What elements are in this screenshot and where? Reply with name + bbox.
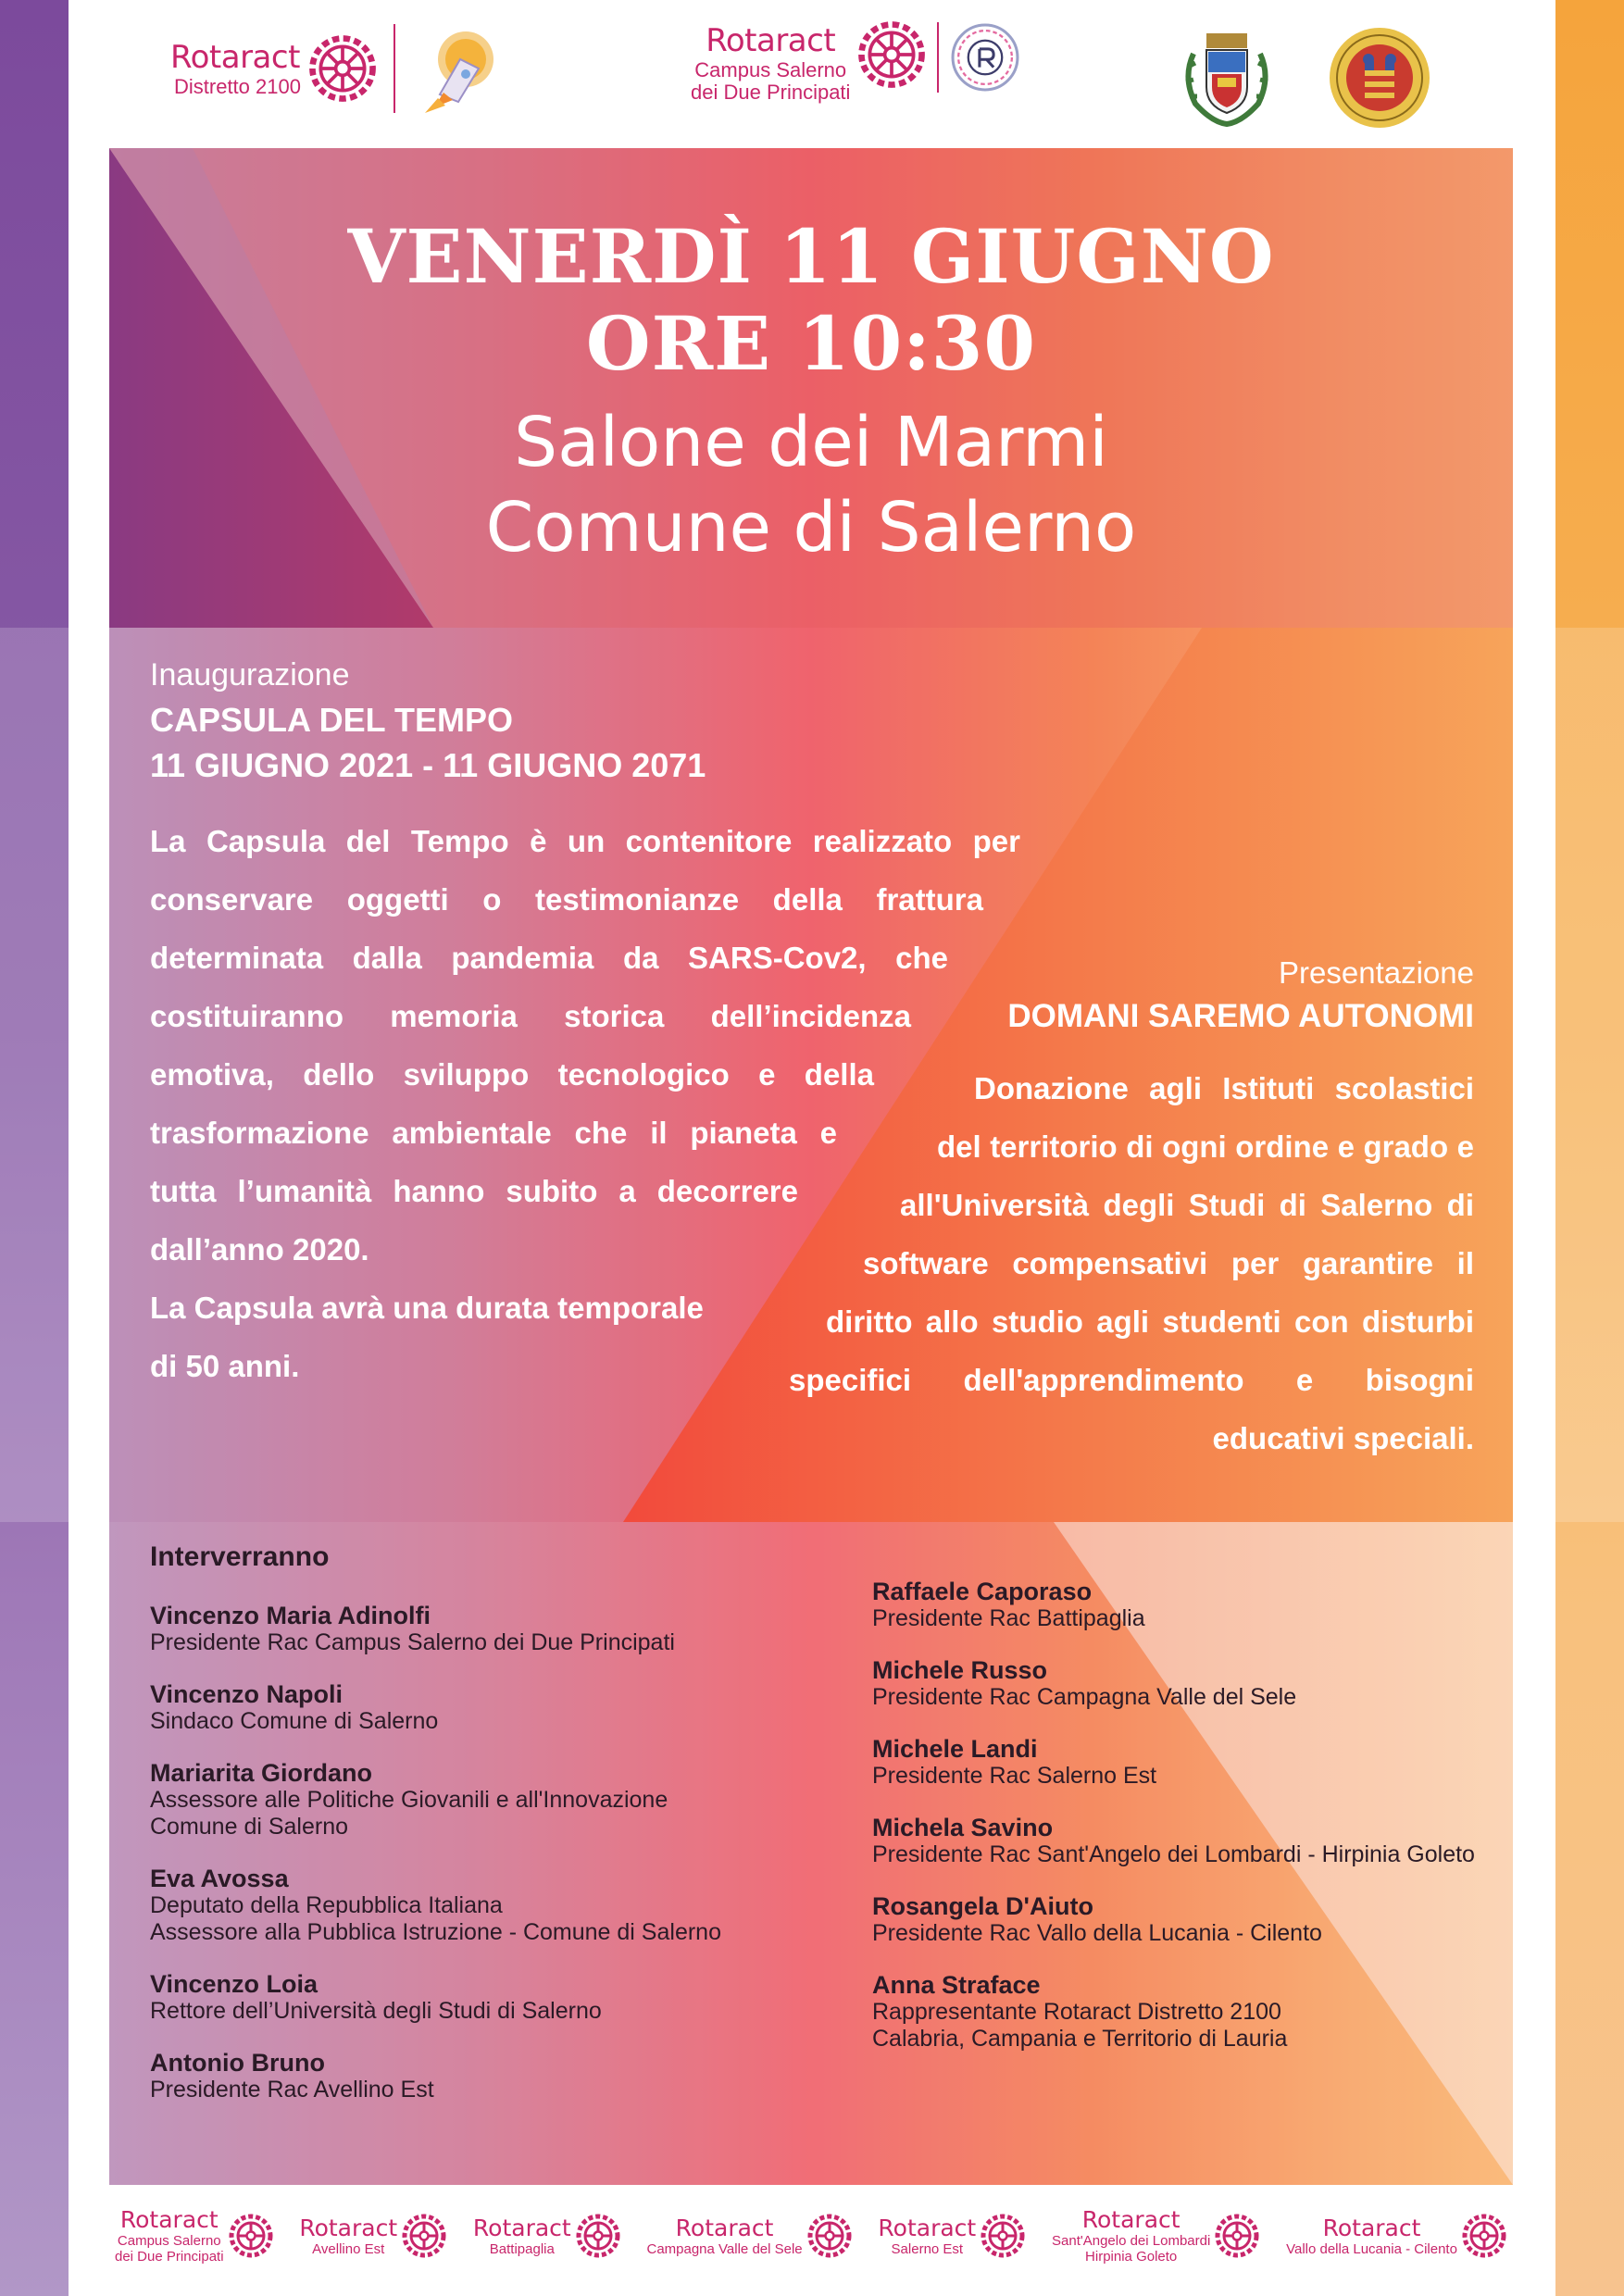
speaker-role: Assessore alla Pubblica Istruzione - Comune di Salerno: [150, 1919, 721, 1945]
footer-club-logos: [109, 2185, 1513, 2287]
logo-divider: [937, 22, 939, 93]
speaker-role: Sindaco Comune di Salerno: [150, 1708, 439, 1734]
logo-sub: Distretto 2100: [174, 74, 301, 98]
event-time: ORE 10:30: [585, 300, 1037, 387]
speaker-role: Presidente Rac Vallo della Lucania - Cilento: [872, 1920, 1322, 1946]
capsule-dates: 11 GIUGNO 2021 - 11 GIUGNO 2071: [150, 746, 706, 784]
speaker-name: Antonio Bruno: [150, 2049, 325, 2077]
club-logo-campus-salerno: [115, 2207, 274, 2265]
speakers-section: [150, 1537, 1483, 2128]
right-strip-band: [1555, 628, 1624, 1522]
capsule-text-line: di 50 anni.: [150, 1349, 300, 1383]
speakers-columns: [150, 1578, 1483, 2128]
speaker-role: Rettore dell’Università degli Studi di Salerno: [150, 1998, 602, 2024]
capsule-text-line: trasformazione ambientale che il pianeta e: [150, 1116, 837, 1150]
capsule-text-line: emotiva, dello sviluppo tecnologico e della: [150, 1057, 874, 1092]
header-logos: [69, 0, 1555, 148]
logo-sub-2: dei Due Principati: [691, 81, 851, 105]
speaker-role: Presidente Rac Campagna Valle del Sele: [872, 1684, 1297, 1710]
rotary-wheel-icon: [1214, 2213, 1260, 2259]
speaker-entry: [872, 1578, 1483, 1632]
speaker-name: Michela Savino: [872, 1814, 1054, 1841]
event-date: VENERDÌ 11 GIUGNO: [347, 213, 1275, 300]
speaker-name: Vincenzo Napoli: [150, 1680, 344, 1708]
left-color-strip: [0, 0, 69, 2296]
speaker-entry: [872, 1735, 1483, 1790]
speaker-role: Deputato della Repubblica Italiana: [150, 1892, 503, 1918]
presentation-section: [733, 952, 1474, 1467]
speaker-name: Mariarita Giordano: [150, 1759, 373, 1787]
speaker-role: Presidente Rac Campus Salerno dei Due Principati: [150, 1629, 675, 1655]
club-logo-word: Rotaract: [472, 2214, 571, 2241]
club-logo-word: Rotaract: [878, 2214, 977, 2241]
speaker-role: Presidente Rac Battipaglia: [872, 1605, 1145, 1631]
speaker-entry: [150, 2049, 872, 2103]
logo-word: Rotaract: [706, 22, 836, 59]
club-logo-word: Rotaract: [1081, 2206, 1181, 2233]
club-logo-sub: Hirpinia Goleto: [1085, 2249, 1178, 2265]
capsule-text-line: costituiranno memoria storica dell’incidenza: [150, 999, 911, 1033]
speakers-heading: Interverranno: [150, 1541, 330, 1572]
club-logo-word: Rotaract: [119, 2206, 219, 2233]
speaker-name: Vincenzo Loia: [150, 1970, 319, 1998]
event-title-block: [109, 213, 1513, 570]
presentation-text-line: del territorio di ogni ordine e grado e: [937, 1129, 1474, 1164]
club-badge-icon: [950, 22, 1020, 93]
rotary-wheel-icon: [308, 34, 377, 103]
speaker-name: Raffaele Caporaso: [872, 1578, 1093, 1605]
rotaract-district-logo: [170, 22, 501, 115]
capsule-text-line: tutta l’umanità hanno subito a decorrere: [150, 1174, 798, 1208]
logo-divider: [394, 24, 395, 113]
club-logo-sub: Campagna Valle del Sele: [646, 2240, 803, 2257]
speaker-entry: [150, 1759, 872, 1841]
club-logo-sub: Vallo della Lucania - Cilento: [1286, 2240, 1457, 2257]
logo-sub-1: Campus Salerno: [694, 58, 847, 81]
presentation-text-line: specifici dell'apprendimento e bisogni: [789, 1363, 1474, 1397]
speaker-entry: [150, 1970, 872, 2025]
presentation-title: DOMANI SAREMO AUTONOMI: [1007, 998, 1474, 1034]
salerno-crest-icon: [1175, 26, 1279, 130]
event-panel: [109, 148, 1513, 2185]
speaker-role: Presidente Rac Sant'Angelo dei Lombardi - Hirpinia Goleto: [872, 1841, 1475, 1867]
rotaract-campus-logo: [691, 22, 1020, 104]
capsule-text-line: dall’anno 2020.: [150, 1232, 369, 1267]
club-logo-sub: Salerno Est: [891, 2240, 964, 2257]
club-logo-vallo-della-lucania: [1286, 2213, 1507, 2259]
left-strip-band: [0, 628, 69, 1522]
speaker-name: Eva Avossa: [150, 1865, 289, 1892]
club-logo-battipaglia: [473, 2213, 621, 2259]
rotary-wheel-icon: [401, 2213, 447, 2259]
club-logo-word: Rotaract: [1322, 2214, 1421, 2241]
presentation-label: Presentazione: [1279, 955, 1474, 990]
presentation-text-line: diritto allo studio agli studenti con disturbi: [826, 1304, 1474, 1339]
rotary-wheel-icon: [575, 2213, 621, 2259]
rocket-icon: [412, 22, 501, 115]
rotary-wheel-icon: [806, 2213, 853, 2259]
rotary-wheel-icon: [980, 2213, 1026, 2259]
speaker-entry: [150, 1602, 872, 1656]
club-logo-sub: Avellino Est: [312, 2240, 385, 2257]
speaker-name: Rosangela D'Aiuto: [872, 1892, 1093, 1920]
club-logo-avellino-est: [299, 2213, 447, 2259]
club-logo-word: Rotaract: [299, 2214, 398, 2241]
speakers-left-column: [150, 1602, 872, 2128]
capsule-text-line: La Capsula del Tempo è un contenitore realizzato per: [150, 824, 1020, 858]
presentation-text-line: educativi speciali.: [1212, 1421, 1474, 1455]
event-venue-line-2: Comune di Salerno: [485, 488, 1137, 568]
speaker-role: Comune di Salerno: [150, 1814, 349, 1840]
presentation-text-line: software compensativi per garantire il: [863, 1246, 1474, 1280]
speaker-entry: [872, 1892, 1483, 1947]
speaker-role: Rappresentante Rotaract Distretto 2100: [872, 1999, 1281, 2025]
capsule-text-line: conservare oggetti o testimonianze della frattura: [150, 882, 983, 917]
speaker-entry: [150, 1865, 872, 1946]
university-seal-icon: [1328, 26, 1431, 130]
speaker-entry: [872, 1971, 1483, 2053]
speaker-entry: [872, 1814, 1483, 1868]
club-logo-sub: Campus Salerno: [117, 2233, 221, 2249]
speaker-role: Presidente Rac Salerno Est: [872, 1763, 1157, 1789]
club-logo-sub: dei Due Principati: [115, 2249, 224, 2265]
capsule-text-line: La Capsula avrà una durata temporale: [150, 1291, 704, 1325]
speaker-role: Assessore alle Politiche Giovanili e all'Innovazione: [150, 1787, 668, 1813]
capsule-text-line: determinata dalla pandemia da SARS-Cov2, che: [150, 941, 948, 975]
speaker-name: Vincenzo Maria Adinolfi: [150, 1602, 431, 1629]
capsule-label: Inaugurazione: [150, 657, 350, 693]
speakers-right-column: [872, 1578, 1483, 2128]
club-logo-word: Rotaract: [675, 2214, 774, 2241]
speaker-name: Anna Straface: [872, 1971, 1041, 1999]
rotary-wheel-icon: [228, 2213, 274, 2259]
club-logo-sub: Sant'Angelo dei Lombardi: [1052, 2233, 1211, 2249]
event-venue-line-1: Salone dei Marmi: [514, 403, 1108, 482]
presentation-text-line: Donazione agli Istituti scolastici: [974, 1071, 1474, 1105]
presentation-text-line: all'Università degli Studi di Salerno di: [900, 1188, 1474, 1222]
speaker-entry: [872, 1656, 1483, 1711]
right-color-strip: [1555, 0, 1624, 2296]
speaker-role: Presidente Rac Avellino Est: [150, 2077, 434, 2103]
club-logo-salerno-est: [878, 2213, 1026, 2259]
logo-word: Rotaract: [170, 38, 300, 76]
presentation-description: [733, 1059, 1474, 1467]
rotary-wheel-icon: [1461, 2213, 1507, 2259]
club-logo-campagna-valle-del-sele: [646, 2213, 852, 2259]
speaker-name: Michele Landi: [872, 1735, 1038, 1763]
speaker-role: Calabria, Campania e Territorio di Lauria: [872, 2026, 1288, 2052]
speaker-name: Michele Russo: [872, 1656, 1048, 1684]
rotary-wheel-icon: [857, 20, 926, 89]
club-logo-santangelo-dei-lombardi: [1052, 2207, 1260, 2265]
capsule-title: CAPSULA DEL TEMPO: [150, 701, 514, 739]
speaker-entry: [150, 1680, 872, 1735]
club-logo-sub: Battipaglia: [489, 2240, 555, 2257]
